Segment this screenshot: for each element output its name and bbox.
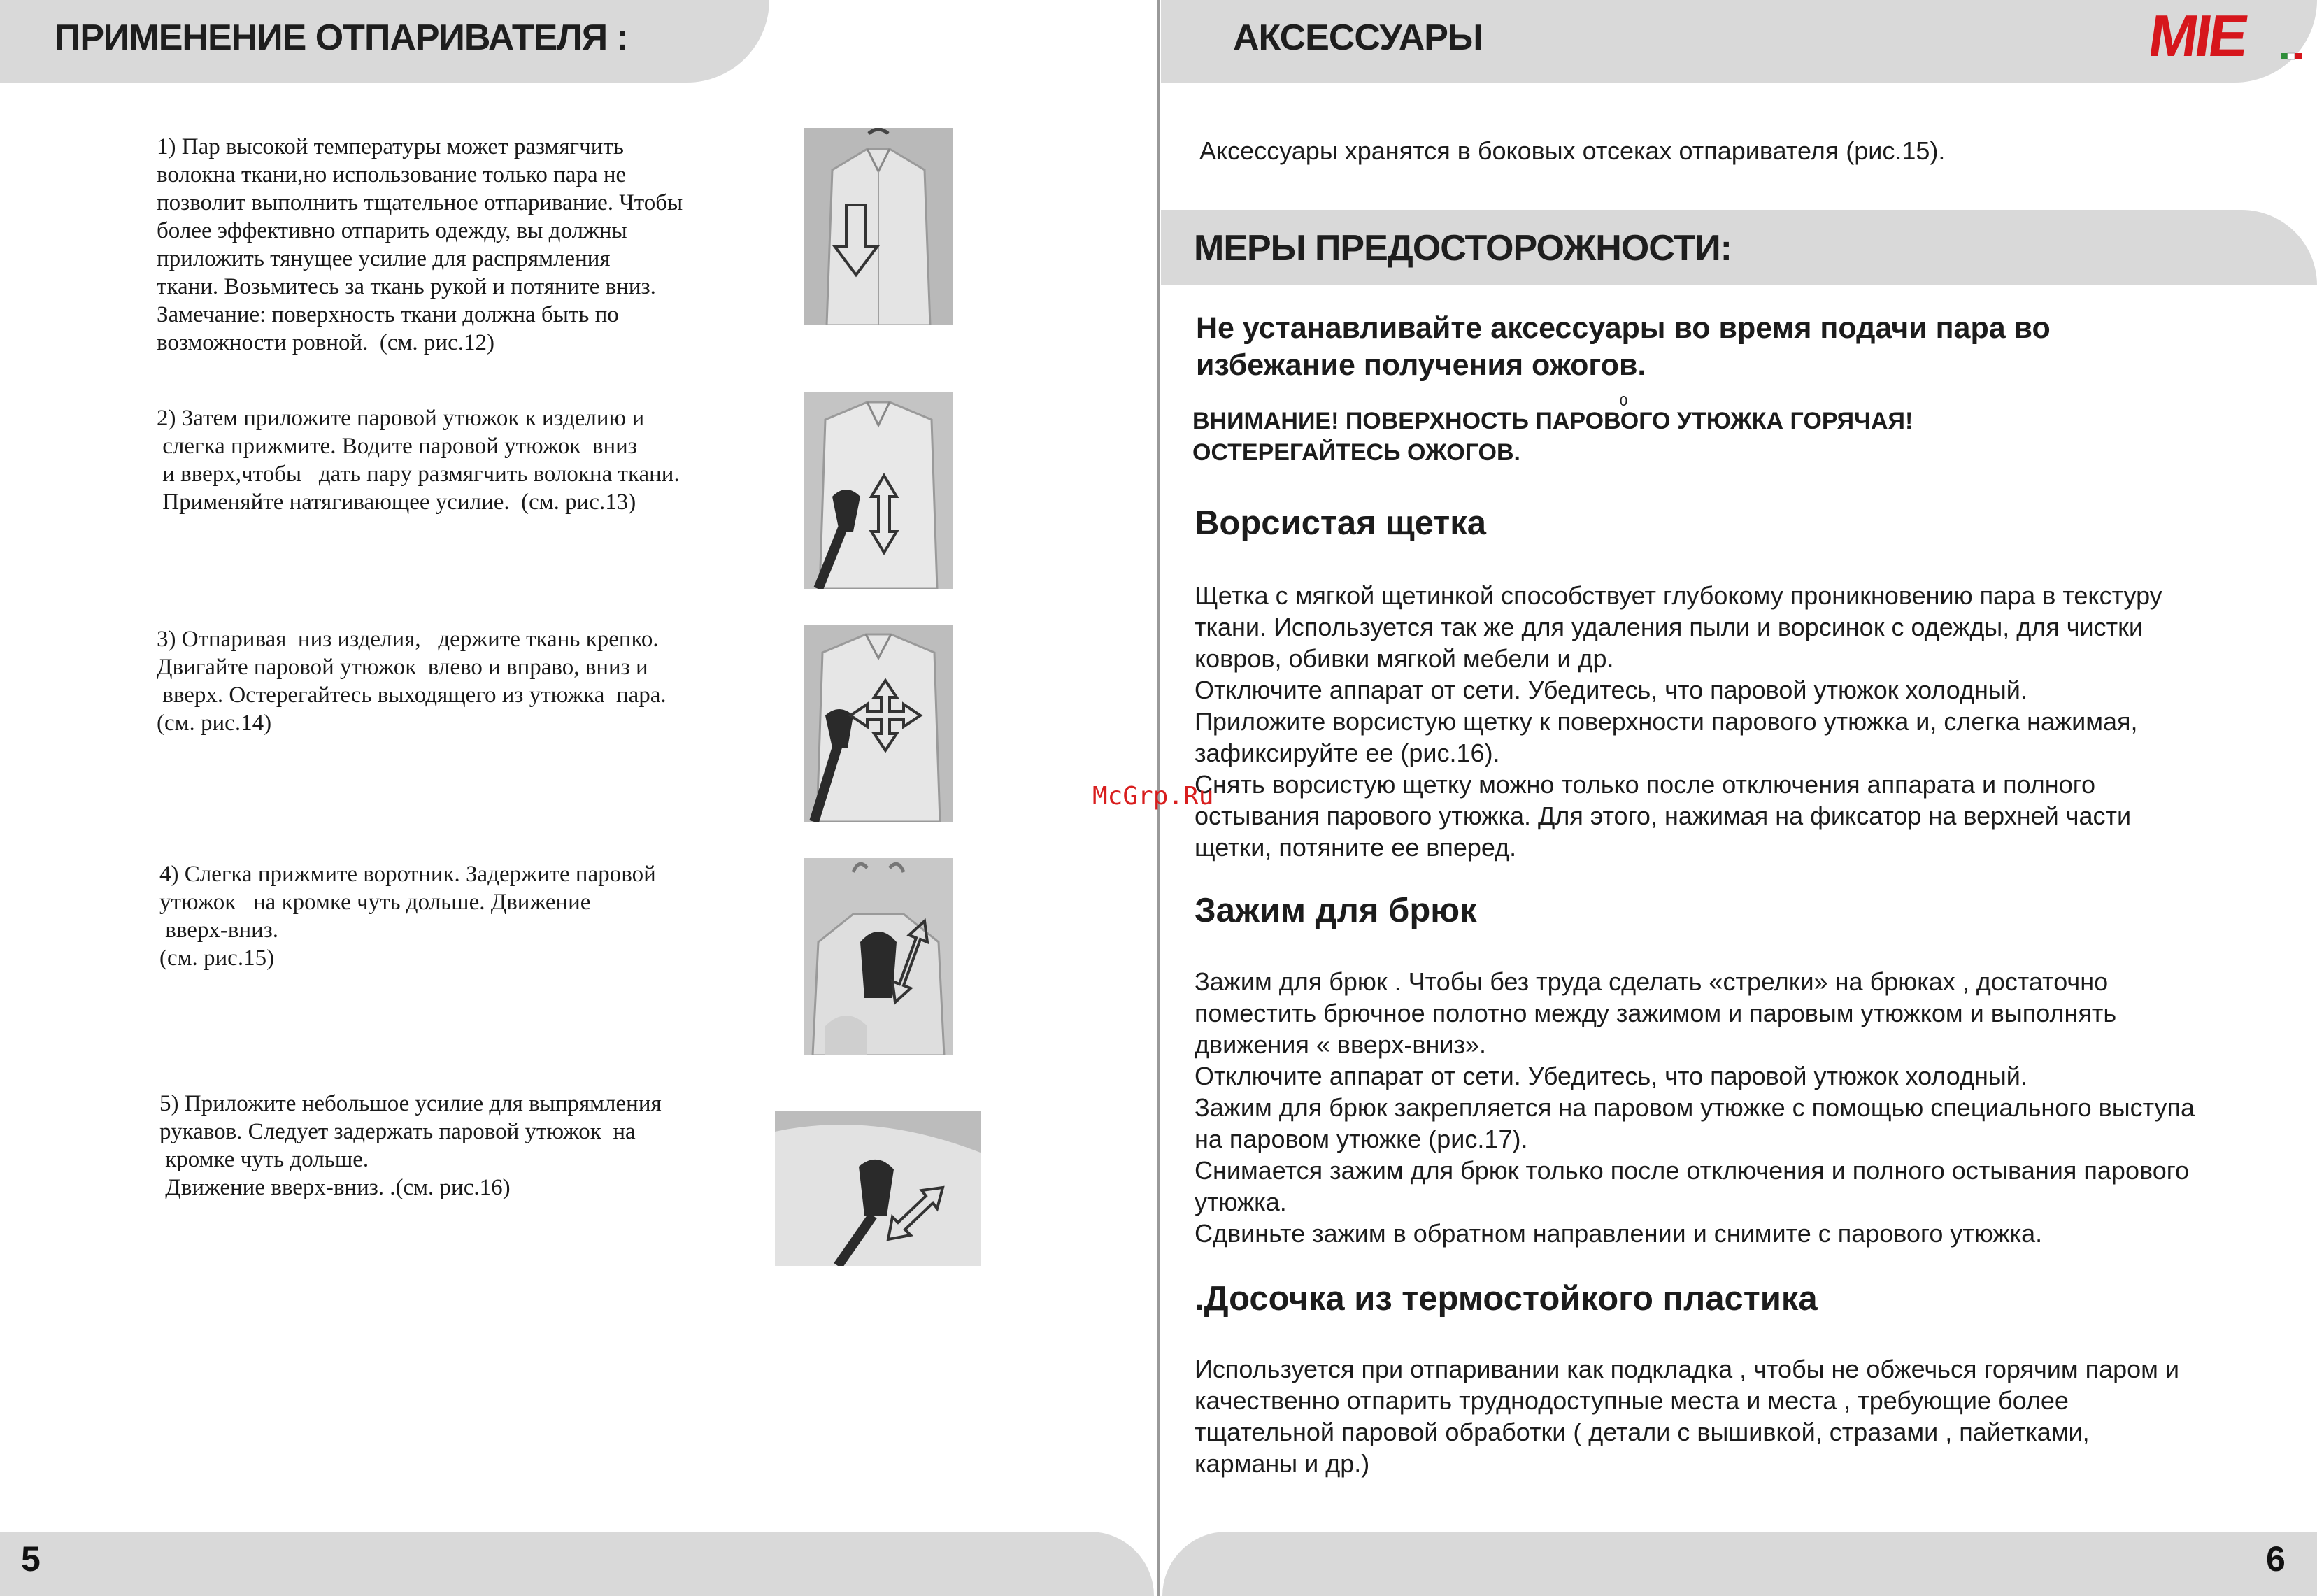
watermark: McGrp.Ru: [1092, 782, 1214, 811]
right-page-number: 6: [2266, 1539, 2286, 1579]
photo-fig15: [804, 858, 953, 1055]
warning-caps-text: ВНИМАНИЕ! ПОВЕРХНОСТЬ ПАРОВОГО УТЮЖКА ГОРЯЧАЯ! ОСТЕРЕГАЙТЕСЬ ОЖОГОВ.: [1192, 408, 1913, 466]
clip-heading: Зажим для брюк: [1195, 892, 1477, 929]
precautions-title: МЕРЫ ПРЕДОСТОРОЖНОСТИ:: [1194, 228, 1732, 269]
svg-text:MIE: MIE: [2151, 7, 2251, 64]
clip-text: Зажим для брюк . Чтобы без труда сделать «стрелки» на брюках , достаточно поместить брючное полотно между зажимом и паровым утюжком и выполнять движения « вверх-вниз». Отключите аппарат от сети. Убедитесь, что паровой утюжок холодный. Зажим для брюк закрепляется на паровом утюжке с помощью специального выступа на паровом утюжке (рис.17). Снимается зажим для брюк только после отключения и полного остывания парового утюжка. Сдвиньте зажим в обратном направлении и снимите с парового утюжка.: [1195, 967, 2195, 1248]
step-3-text: 3) Отпаривая низ изделия, держите ткань крепко. Двигайте паровой утюжок влево и вправо, вниз и вверх. Остерегайтесь выходящего из утюжка пара. (см. рис.14): [157, 627, 666, 736]
warning-bold-text: Не устанавливайте аксессуары во время подачи пара во избежание получения ожогов.: [1196, 311, 2051, 382]
photo-fig13: [804, 392, 953, 589]
brush-heading: Ворсистая щетка: [1195, 504, 1487, 542]
left-page-number: 5: [21, 1539, 41, 1579]
board-heading: .Досочка из термостойкого пластика: [1195, 1280, 1818, 1318]
stray-zero: 0: [1620, 394, 1628, 409]
accessories-text: Аксессуары хранятся в боковых отсеках отпаривателя (рис.15).: [1199, 136, 1946, 165]
photo-fig12: [804, 128, 953, 325]
photo-fig16: [775, 1111, 981, 1266]
board-text: Используется при отпаривании как подкладка , чтобы не обжечься горячим паром и качественно отпарить труднодоступные места и места , требующие более тщательной паровой обработки ( детали с вышивкой, стразами , пайетками, карманы и др.): [1195, 1355, 2180, 1478]
accessories-title: АКСЕССУАРЫ: [1233, 17, 1483, 58]
step-4-text: 4) Слегка прижмите воротник. Задержите паровой утюжок на кромке чуть дольше. Движение вверх-вниз. (см. рис.15): [159, 862, 656, 971]
step-2-text: 2) Затем приложите паровой утюжок к изделию и слегка прижмите. Водите паровой утюжок вниз и вверх,чтобы дать пару размягчить волокна ткани. Применяйте натягивающее усилие. (см. рис.13): [157, 406, 680, 515]
left-page-title: ПРИМЕНЕНИЕ ОТПАРИВАТЕЛЯ :: [55, 17, 628, 58]
right-footer-bar: [1162, 1532, 2317, 1596]
mie-logo: [2151, 7, 2304, 64]
photo-fig14: [804, 625, 953, 822]
step-5-text: 5) Приложите небольшое усилие для выпрямления рукавов. Следует задержать паровой утюжок на кромке чуть дольше. Движение вверх-вниз. .(см. рис.16): [159, 1091, 662, 1200]
step-1-text: 1) Пар высокой температуры может размягчить волокна ткани,но использование только пара не позволит выполнить тщательное отпаривание. Чтобы более эффективно отпарить одежду, вы должны приложить тянущее усилие для распрямления ткани. Возьмитесь за ткань рукой и потяните вниз. Замечание: поверхность ткани должна быть по возможности ровной. (см. рис.12): [157, 134, 683, 355]
brush-text: Щетка с мягкой щетинкой способствует глубокому проникновению пара в текстуру ткани. Используется так же для удаления пыли и ворсинок с одежды, для чистки ковров, обивки мягкой мебели и др. Отключите аппарат от сети. Убедитесь, что паровой утюжок холодный. Приложите ворсистую щетку к поверхности парового утюжка и, слегка нажимая, зафиксируйте ее (рис.16). Снять ворсистую щетку можно только после отключения аппарата и полного остывания парового утюжка. Для этого, нажимая на фиксатор на верхней части щетки, потяните ее вперед.: [1195, 581, 2162, 862]
left-footer-bar: [0, 1532, 1154, 1596]
